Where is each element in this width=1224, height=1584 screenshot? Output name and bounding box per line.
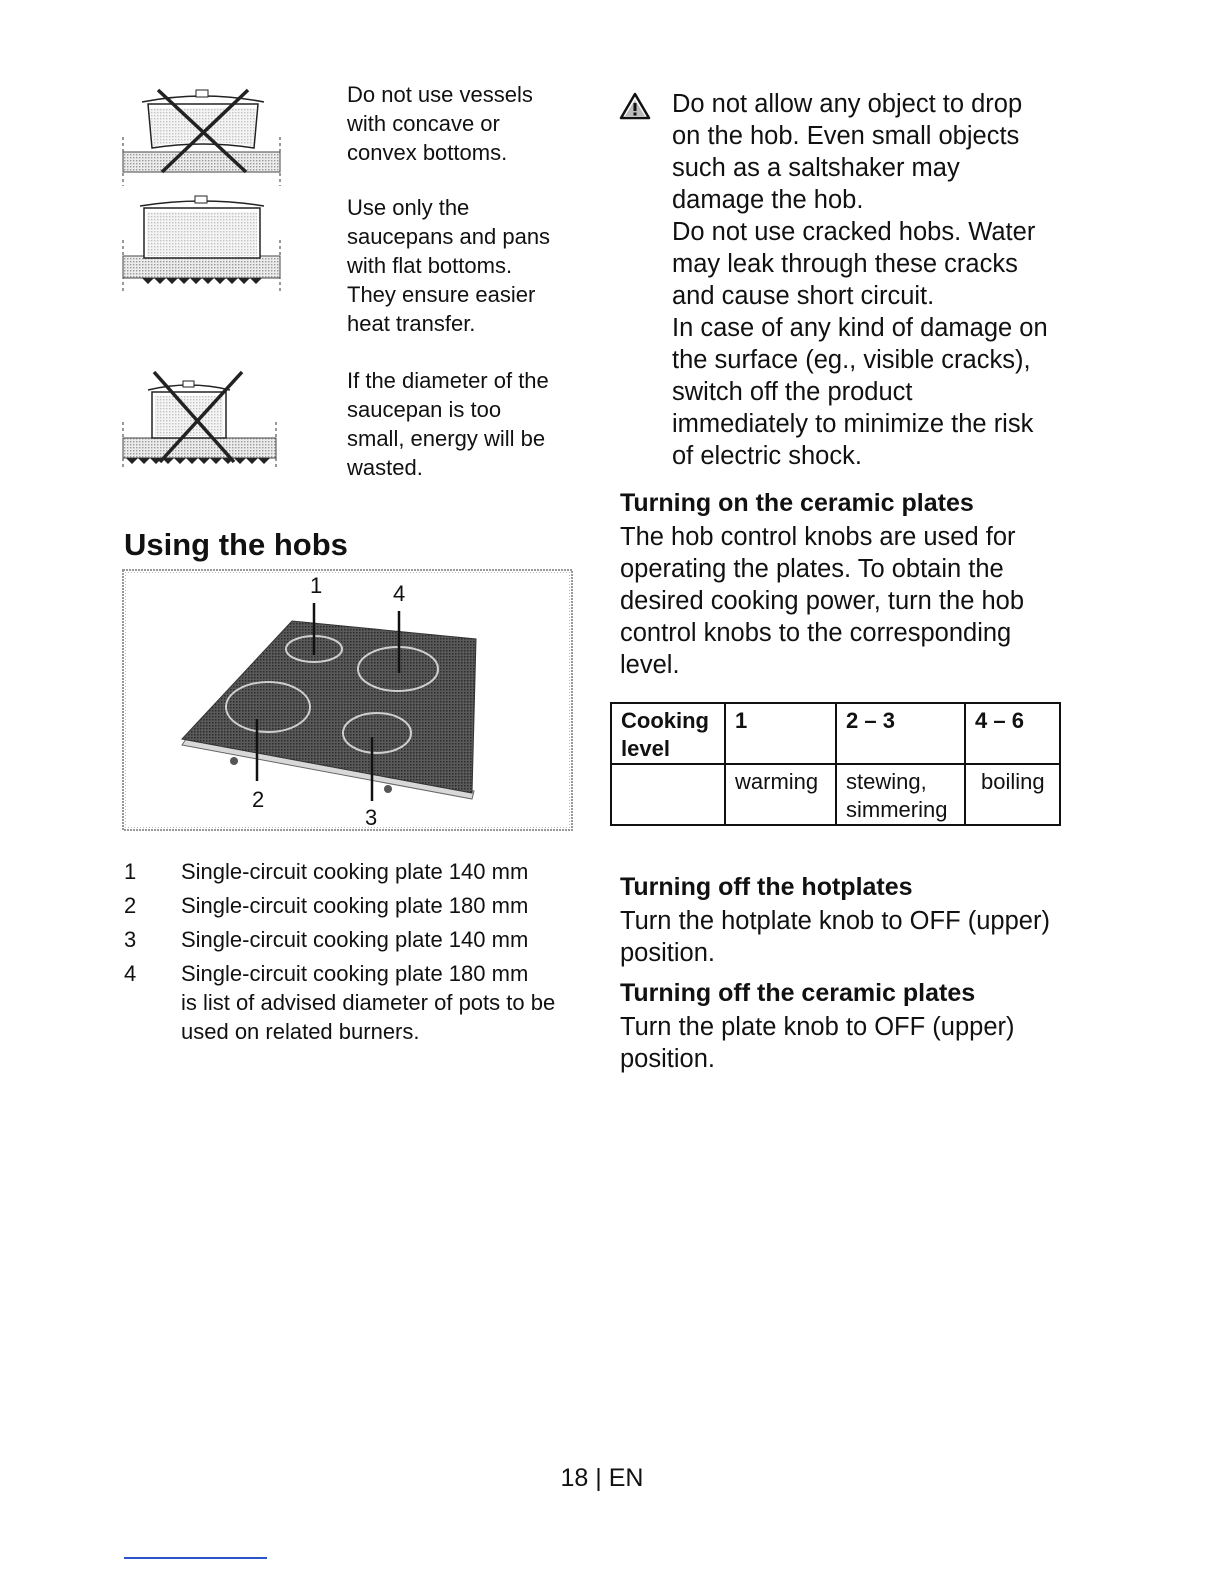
list-item (122, 923, 582, 957)
paragraph-line: operating the plates. To obtain the (620, 555, 1004, 583)
warning-line: damage the hob. (672, 186, 864, 214)
table-cell: stewing, simmering (836, 764, 965, 825)
paragraph-line: position. (620, 939, 715, 967)
list-item-number: 3 (124, 927, 137, 952)
table-cell: 4 – 6 (965, 703, 1060, 764)
callout-1: 1 (310, 573, 323, 598)
paragraph-line: Turn the hotplate knob to OFF (upper) (620, 907, 1050, 935)
flat-pan-note: Use only the saucepans and pans with flat bottoms. They ensure easier heat transfer. (347, 195, 551, 336)
warning-triangle-icon (619, 92, 651, 120)
list-item (122, 855, 582, 889)
list-item-text: Single-circuit cooking plate 180 mm (181, 961, 529, 986)
hotplates-off-text (620, 905, 1090, 969)
list-item-number: 1 (124, 859, 137, 884)
paragraph-line: Turn the plate knob to OFF (upper) (620, 1013, 1015, 1041)
concave-pan-note: Do not use vessels with concave or convex bottoms. (347, 82, 533, 165)
small-pan-note: If the diameter of the saucepan is too small, energy will be wasted. (347, 368, 549, 480)
warning-line: immediately to minimize the risk (672, 410, 1034, 438)
hob-diagram (122, 569, 574, 833)
small-pan-illustration (118, 366, 286, 474)
list-item-number: 2 (124, 893, 137, 918)
table-cell: Cooking level (611, 703, 725, 764)
hob-plate-list (122, 855, 582, 1046)
list-item-text: Single-circuit cooking plate 140 mm (181, 859, 529, 884)
hob-list-note: is list of advised diameter of pots to be used on related burners. (181, 990, 556, 1044)
heading-ceramic-on: Turning on the ceramic plates (620, 489, 974, 517)
table-cell: 2 – 3 (836, 703, 965, 764)
warning-line: the surface (eg., visible cracks), (672, 346, 1031, 374)
list-item-number: 4 (124, 961, 137, 986)
page-number: 18 | EN (560, 1464, 644, 1492)
flat-pan-illustration (118, 192, 286, 296)
cooking-level-table (610, 702, 1061, 826)
ceramic-on-text (620, 521, 1080, 681)
heading-hotplates-off: Turning off the hotplates (620, 873, 913, 901)
table-header-row (611, 703, 1060, 764)
paragraph-line: level. (620, 651, 680, 679)
warning-text (672, 88, 1092, 472)
callout-4: 4 (393, 581, 406, 606)
heading-ceramic-off: Turning off the ceramic plates (620, 979, 976, 1007)
paragraph-line: position. (620, 1045, 715, 1073)
table-cell: warming (725, 764, 836, 825)
warning-line: Do not use cracked hobs. Water (672, 218, 1036, 246)
paragraph-line: desired cooking power, turn the hob (620, 587, 1025, 615)
table-row (611, 764, 1060, 825)
warning-line: may leak through these cracks (672, 250, 1018, 278)
warning-line: switch off the product (672, 378, 913, 406)
table-cell: 1 (725, 703, 836, 764)
list-item-text: Single-circuit cooking plate 180 mm (181, 893, 529, 918)
warning-line: In case of any kind of damage on (672, 314, 1048, 342)
warning-line: of electric shock. (672, 442, 862, 470)
warning-line: on the hob. Even small objects (672, 122, 1020, 150)
warning-line: and cause short circuit. (672, 282, 935, 310)
concave-pan-illustration (118, 82, 286, 190)
list-item-text: Single-circuit cooking plate 140 mm (181, 927, 529, 952)
callout-2: 2 (252, 787, 265, 812)
ceramic-off-text (620, 1011, 1090, 1075)
list-item (122, 889, 582, 923)
list-item (122, 957, 582, 991)
warning-line: Do not allow any object to drop (672, 90, 1023, 118)
warning-line: such as a saltshaker may (672, 154, 960, 182)
paragraph-line: control knobs to the corresponding (620, 619, 1012, 647)
table-cell (611, 764, 725, 825)
table-cell: boiling (965, 764, 1060, 825)
callout-3: 3 (365, 805, 378, 830)
section-title-using-hobs: Using the hobs (124, 527, 348, 562)
paragraph-line: The hob control knobs are used for (620, 523, 1016, 551)
footer-divider (124, 1557, 267, 1559)
